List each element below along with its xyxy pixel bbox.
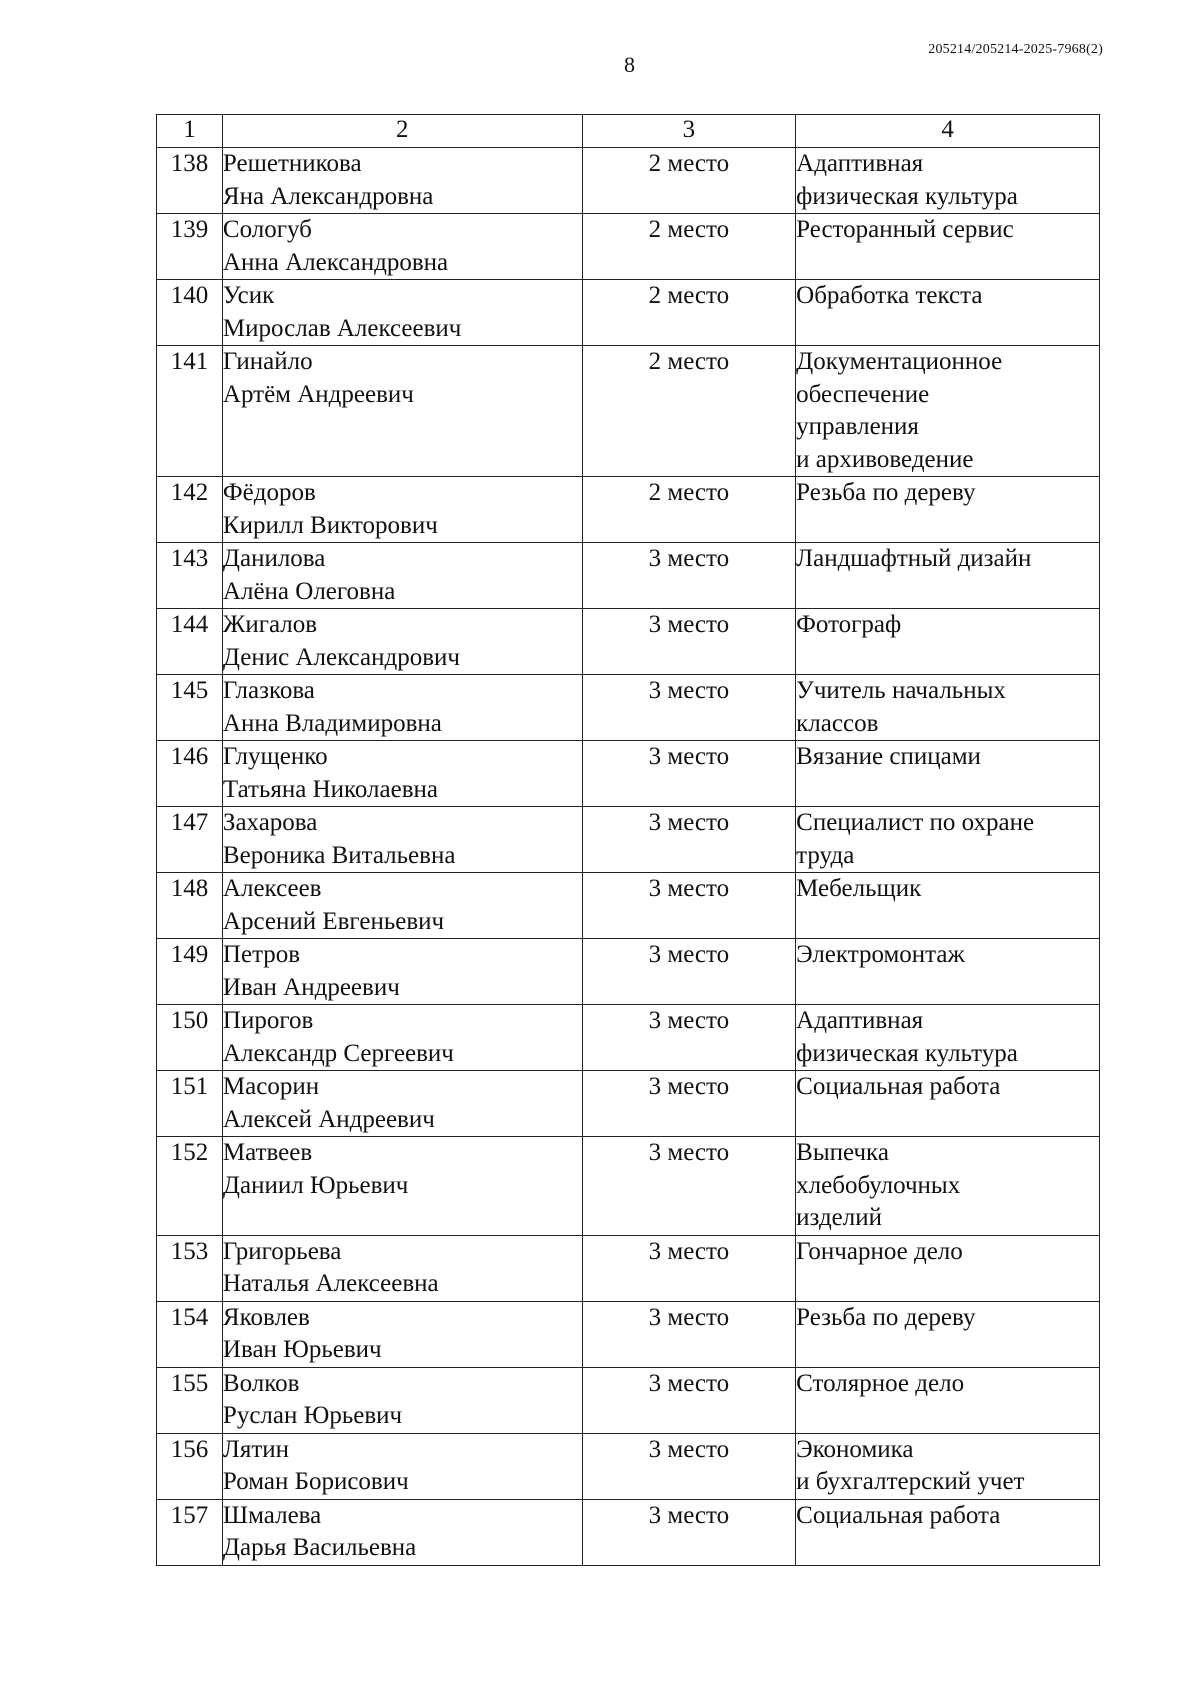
place-cell: 3 место <box>582 609 796 675</box>
competence-line: Столярное дело <box>796 1369 965 1397</box>
header-cell-2: 2 <box>222 115 582 148</box>
competence-line: Электромонтаж <box>796 941 965 968</box>
competence-line: труда <box>796 841 855 869</box>
table-row <box>157 873 1100 939</box>
surname: Глущенко <box>222 743 328 770</box>
table-row <box>157 148 1100 214</box>
surname: Усик <box>222 282 275 309</box>
table-row <box>157 214 1100 280</box>
row-number-cell: 146 <box>157 741 223 807</box>
surname: Лятин <box>222 1435 290 1463</box>
competence-line: изделий <box>796 1204 883 1231</box>
given-names: Мирослав Алексеевич <box>222 314 462 342</box>
table-row <box>157 609 1100 675</box>
table-row <box>157 280 1100 346</box>
competence-line: Резьба по дереву <box>796 479 976 506</box>
surname: Волков <box>222 1369 300 1397</box>
competence-line: и бухгалтерский учет <box>796 1468 1025 1495</box>
surname: Жигалов <box>222 611 318 638</box>
surname: Петров <box>222 941 301 968</box>
competence-line: Экономика <box>796 1435 914 1463</box>
table-row <box>157 477 1100 543</box>
given-names: Александр Сергеевич <box>222 1039 454 1067</box>
surname: Данилова <box>222 545 326 572</box>
participant-name-cell <box>222 1433 582 1499</box>
table-body <box>157 148 1100 1566</box>
table-row <box>157 1137 1100 1236</box>
competence-line: хлебобулочных <box>796 1171 961 1199</box>
given-names: Дарья Васильевна <box>222 1534 417 1561</box>
competence-cell <box>796 1433 1100 1499</box>
competence-line: Мебельщик <box>796 875 922 902</box>
competence-cell <box>796 1005 1100 1071</box>
surname: Шмалева <box>222 1501 322 1529</box>
competence-cell <box>796 1301 1100 1367</box>
competence-cell <box>796 1499 1100 1565</box>
row-number-cell: 157 <box>157 1499 223 1565</box>
competence-cell <box>796 609 1100 675</box>
row-number-cell: 140 <box>157 280 223 346</box>
row-number-cell: 141 <box>157 346 223 477</box>
competence-line: Ландшафтный дизайн <box>796 545 1032 572</box>
participant-name-cell <box>222 1235 582 1301</box>
competence-line: Обработка текста <box>796 282 983 309</box>
table-row <box>157 1301 1100 1367</box>
place-cell: 3 место <box>582 741 796 807</box>
competence-cell <box>796 280 1100 346</box>
competence-cell <box>796 477 1100 543</box>
competence-cell <box>796 1137 1100 1236</box>
surname: Масорин <box>222 1073 320 1100</box>
place-cell: 3 место <box>582 1235 796 1301</box>
header-cell-4: 4 <box>796 115 1100 148</box>
table-row <box>157 741 1100 807</box>
table-row <box>157 1235 1100 1301</box>
row-number-cell: 147 <box>157 807 223 873</box>
competence-cell <box>796 1235 1100 1301</box>
competence-line: Резьба по дереву <box>796 1303 976 1331</box>
participant-name-cell <box>222 873 582 939</box>
competence-line: Специалист по охране <box>796 809 1035 836</box>
competence-cell <box>796 346 1100 477</box>
given-names: Татьяна Николаевна <box>222 775 438 803</box>
surname: Сологуб <box>222 216 312 243</box>
competence-cell <box>796 1367 1100 1433</box>
results-table <box>156 114 1100 1566</box>
row-number-cell: 145 <box>157 675 223 741</box>
place-cell: 3 место <box>582 873 796 939</box>
given-names: Алёна Олеговна <box>222 577 396 605</box>
table-row <box>157 1433 1100 1499</box>
table-row <box>157 1367 1100 1433</box>
document-code: 205214/205214-2025-7968(2) <box>928 42 1103 57</box>
surname: Глазкова <box>222 677 315 704</box>
place-cell: 2 место <box>582 477 796 543</box>
participant-name-cell <box>222 214 582 280</box>
surname: Пирогов <box>222 1007 314 1034</box>
row-number-cell: 153 <box>157 1235 223 1301</box>
competence-line: физическая культура <box>796 1039 1018 1067</box>
row-number-cell: 148 <box>157 873 223 939</box>
given-names: Анна Александровна <box>222 248 449 276</box>
table-row <box>157 1499 1100 1565</box>
row-number-cell: 154 <box>157 1301 223 1367</box>
header-row <box>157 115 1100 148</box>
competence-line: классов <box>796 709 879 737</box>
competence-line: Вязание спицами <box>796 743 981 770</box>
header-cell-3: 3 <box>582 115 796 148</box>
table-row <box>157 543 1100 609</box>
competence-cell <box>796 675 1100 741</box>
competence-line: Документационное <box>796 348 1003 375</box>
participant-name-cell <box>222 1499 582 1565</box>
place-cell: 3 место <box>582 675 796 741</box>
competence-line: Социальная работа <box>796 1501 1001 1529</box>
competence-cell <box>796 1071 1100 1137</box>
competence-cell <box>796 741 1100 807</box>
place-cell: 3 место <box>582 1137 796 1236</box>
row-number-cell: 139 <box>157 214 223 280</box>
participant-name-cell <box>222 1071 582 1137</box>
given-names: Роман Борисович <box>222 1468 409 1495</box>
surname: Алексеев <box>222 875 322 902</box>
given-names: Вероника Витальевна <box>222 841 456 869</box>
participant-name-cell <box>222 1367 582 1433</box>
competence-cell <box>796 543 1100 609</box>
competence-line: Ресторанный сервис <box>796 216 1014 243</box>
place-cell: 2 место <box>582 280 796 346</box>
competence-cell <box>796 807 1100 873</box>
surname: Яковлев <box>222 1303 310 1331</box>
competence-line: Гончарное дело <box>796 1237 963 1265</box>
table-row <box>157 939 1100 1005</box>
place-cell: 3 место <box>582 1367 796 1433</box>
competence-line: обеспечение <box>796 380 930 408</box>
row-number-cell: 138 <box>157 148 223 214</box>
page-number: 8 <box>624 52 635 77</box>
surname: Гинайло <box>222 348 313 375</box>
row-number-cell: 151 <box>157 1071 223 1137</box>
row-number-cell: 150 <box>157 1005 223 1071</box>
participant-name-cell <box>222 741 582 807</box>
competence-line: Социальная работа <box>796 1073 1001 1100</box>
surname: Матвеев <box>222 1139 313 1166</box>
table-row <box>157 1071 1100 1137</box>
participant-name-cell <box>222 477 582 543</box>
participant-name-cell <box>222 543 582 609</box>
given-names: Артём Андреевич <box>222 380 414 408</box>
header-cell-1: 1 <box>157 115 223 148</box>
table-header <box>157 115 1100 148</box>
given-names: Иван Андреевич <box>222 973 400 1001</box>
row-number-cell: 156 <box>157 1433 223 1499</box>
surname: Фёдоров <box>222 479 316 506</box>
competence-cell <box>796 148 1100 214</box>
row-number-cell: 152 <box>157 1137 223 1236</box>
participant-name-cell <box>222 1301 582 1367</box>
participant-name-cell <box>222 675 582 741</box>
competence-line: Адаптивная <box>796 150 924 177</box>
participant-name-cell <box>222 280 582 346</box>
place-cell: 2 место <box>582 214 796 280</box>
given-names: Яна Александровна <box>222 182 434 210</box>
participant-name-cell <box>222 807 582 873</box>
place-cell: 3 место <box>582 939 796 1005</box>
place-cell: 3 место <box>582 1433 796 1499</box>
participant-name-cell <box>222 346 582 477</box>
place-cell: 3 место <box>582 1005 796 1071</box>
given-names: Арсений Евгеньевич <box>222 907 445 935</box>
table-row <box>157 346 1100 477</box>
competence-line: Фотограф <box>796 611 902 638</box>
place-cell: 3 место <box>582 1301 796 1367</box>
row-number-cell: 142 <box>157 477 223 543</box>
competence-cell <box>796 214 1100 280</box>
competence-line: и архивоведение <box>796 445 974 473</box>
given-names: Даниил Юрьевич <box>222 1171 409 1199</box>
competence-line: Выпечка <box>796 1139 889 1166</box>
competence-line: Адаптивная <box>796 1007 924 1034</box>
participant-name-cell <box>222 609 582 675</box>
place-cell: 2 место <box>582 148 796 214</box>
given-names: Руслан Юрьевич <box>222 1402 403 1429</box>
table-row <box>157 1005 1100 1071</box>
place-cell: 3 место <box>582 1071 796 1137</box>
given-names: Анна Владимировна <box>222 709 442 737</box>
surname: Григорьева <box>222 1237 342 1265</box>
place-cell: 3 место <box>582 807 796 873</box>
given-names: Денис Александрович <box>222 643 460 671</box>
competence-line: физическая культура <box>796 182 1018 210</box>
row-number-cell: 155 <box>157 1367 223 1433</box>
competence-line: Учитель начальных <box>796 677 1006 704</box>
place-cell: 3 место <box>582 543 796 609</box>
row-number-cell: 143 <box>157 543 223 609</box>
participant-name-cell <box>222 148 582 214</box>
given-names: Иван Юрьевич <box>222 1336 382 1363</box>
participant-name-cell <box>222 1137 582 1236</box>
place-cell: 3 место <box>582 1499 796 1565</box>
competence-line: управления <box>796 413 919 440</box>
table-row <box>157 675 1100 741</box>
competence-cell <box>796 873 1100 939</box>
given-names: Кирилл Викторович <box>222 511 438 539</box>
row-number-cell: 149 <box>157 939 223 1005</box>
place-cell: 2 место <box>582 346 796 477</box>
row-number-cell: 144 <box>157 609 223 675</box>
participant-name-cell <box>222 939 582 1005</box>
participant-name-cell <box>222 1005 582 1071</box>
given-names: Наталья Алексеевна <box>222 1270 439 1297</box>
surname: Решетникова <box>222 150 362 177</box>
given-names: Алексей Андреевич <box>222 1105 435 1133</box>
competence-cell <box>796 939 1100 1005</box>
surname: Захарова <box>222 809 318 836</box>
table-row <box>157 807 1100 873</box>
